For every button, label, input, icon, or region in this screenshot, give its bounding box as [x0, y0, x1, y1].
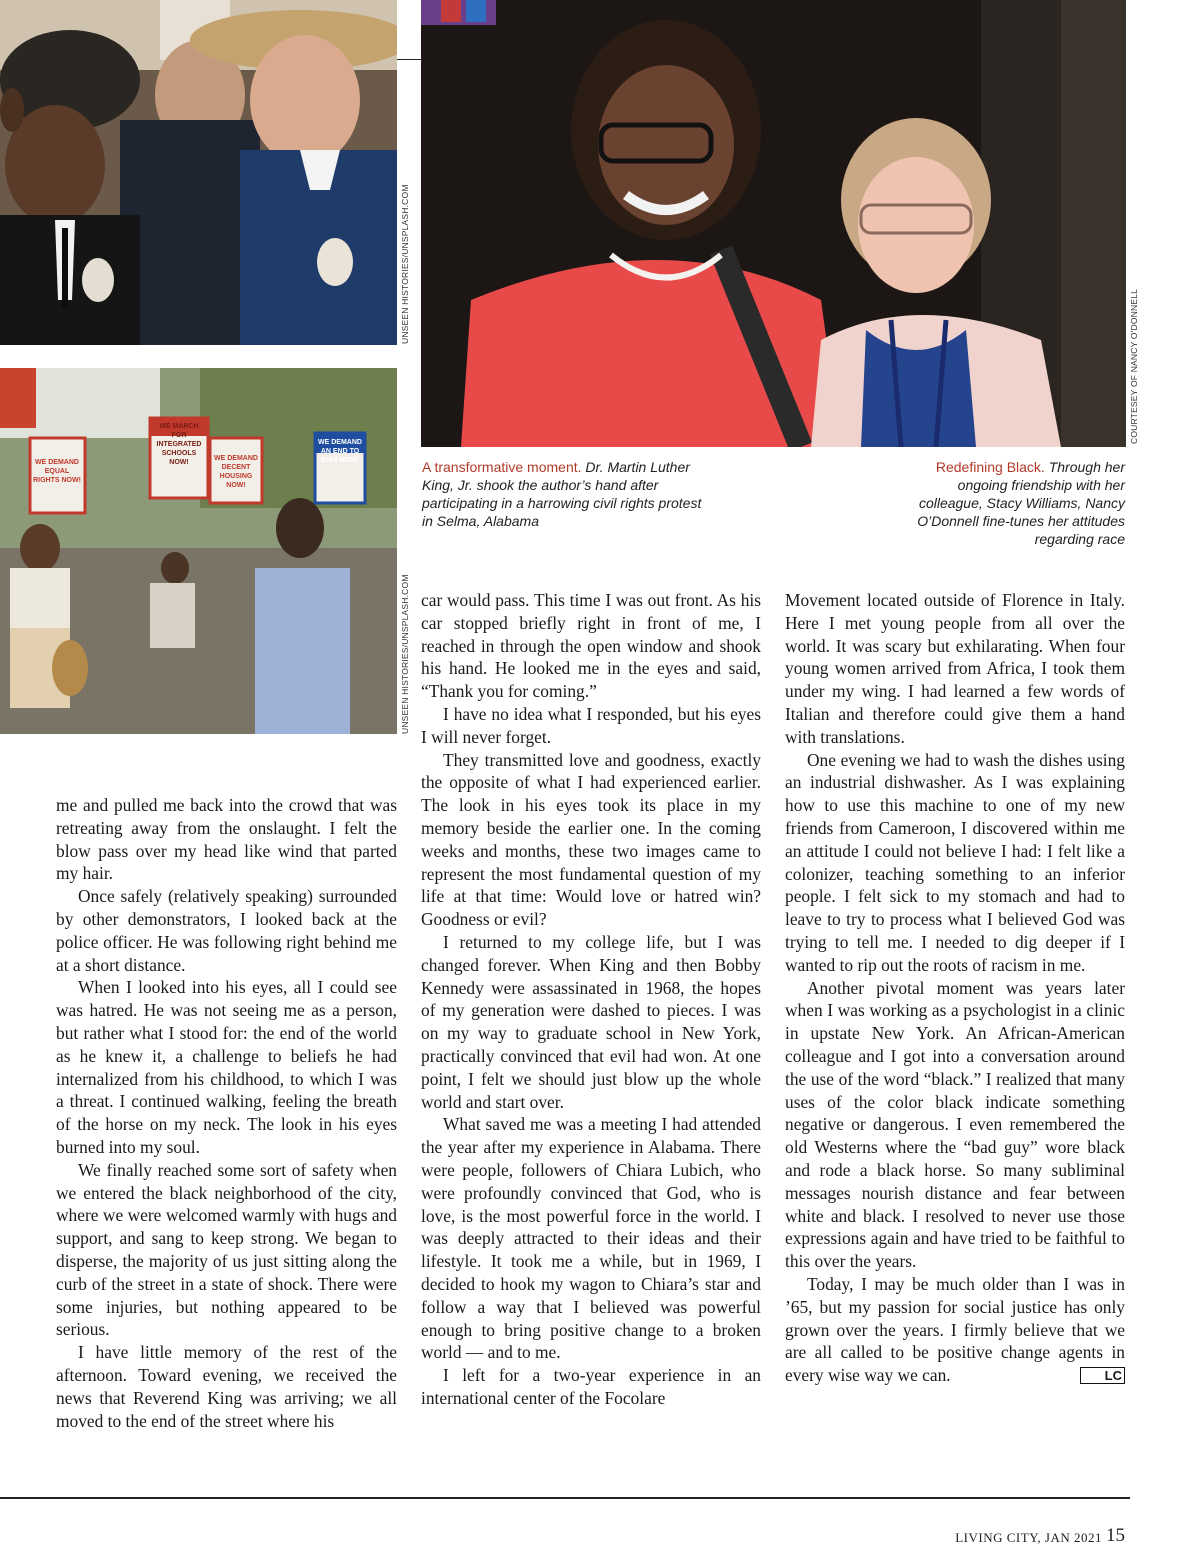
paragraph: I have little memory of the rest of the afternoon. Toward evening, we received the news that Reverend King was arriving; we all moved to the end of the street where his — [56, 1342, 397, 1431]
caption-body: Through her ongoing friendship with her colleague, Stacy Williams, Nancy O’Donnell fine-tunes her attitudes regarding race — [917, 459, 1125, 547]
photo-credit-march: UNSEEN HISTORIES/UNSPLASH.COM — [400, 574, 410, 734]
paragraph — [785, 1273, 1125, 1387]
photo-portrait-friends — [421, 0, 1126, 447]
article-column-3 — [785, 589, 1125, 1387]
photo-credit-portrait: COURTESEY OF NANCY O'DONNELL — [1129, 288, 1139, 444]
paragraph: I have no idea what I responded, but his eyes I will never forget. — [421, 703, 761, 747]
paragraph: When I looked into his eyes, all I could see was hatred. He was not seeing me as a person, but rather what I stood for: the end of the world as he knew it, a challenge to beliefs he had internalized from his childhood, to which I was a threat. I continued walking, feeling the breath of the horse on my neck. The look in his eyes burned into my soul. — [56, 977, 397, 1157]
paragraph: Another pivotal moment was years later when I was working as a psychologist in a clinic in upstate New York. An African-American colleague and I got into a conversation around the use of the word “black.” I realized that many uses of the color black indicate something negative or dangerous. I even remembered the old Westerns where the “bad guy” wore black and rode a black horse. So many subliminal messages nourish distance and fear between white and black. I resolved to never use those expressions again and have tried to be faithful to this over the years. — [785, 977, 1125, 1272]
paragraph: I returned to my college life, but I was changed forever. When King and then Bobby Kennedy were assassinated in 1968, the hopes of my generation were dashed to pieces. I was on my way to graduate school in New York, practically convinced that evil had won. At one point, I felt we should just blow up the whole world and start over. — [421, 931, 761, 1112]
issue-date: JAN 2021 — [1044, 1530, 1102, 1545]
divider-line — [397, 59, 421, 60]
article-column-2 — [421, 589, 761, 1410]
paragraph: me and pulled me back into the crowd that was retreating away from the onslaught. I felt the blow pass over my head like wind that parted my hair. — [56, 795, 397, 884]
paragraph: They transmitted love and goodness, exactly the opposite of what I had experienced earlier. The look in his eyes took its place in my memory beside the earlier one. In the coming weeks and months, these two images came to represent the most fundamental question of my life at that time: Would love or hatred win? Goodness or evil? — [421, 749, 761, 930]
caption-body: Dr. Martin Luther King, Jr. shook the author’s hand after participating in a harrowing civil rights protest in Selma, Alabama — [422, 459, 702, 529]
caption-lead: A transformative moment. — [422, 459, 582, 475]
sign-end-to-bias: WE DEMAND AN END TO BIAS NOW! — [318, 439, 362, 464]
caption-redefining-black — [905, 458, 1125, 548]
sign-equal-rights: WE DEMAND EQUAL RIGHTS NOW! — [33, 459, 81, 484]
paragraph: We finally reached some sort of safety when we entered the black neighborhood of the city, where we were welcomed warmly with hugs and support, and sang to keep strong. We began to disperse, the majority of us just sitting along the curb of the street in a state of shock. There were some injuries, but nothing appeared to be serious. — [56, 1159, 397, 1340]
paragraph: Movement located outside of Florence in Italy. Here I met young people from all over the world. It was scary but exhilarating. When four young women arrived from Africa, I took them under my wing. I had learned a few words of Italian and therefore could give them a hand with translations. — [785, 590, 1125, 747]
paragraph: I left for a two-year experience in an international center of the Focolare — [421, 1365, 761, 1408]
sign-integrated-schools: WE MARCH FOR INTEGRATED SCHOOLS NOW! — [156, 423, 202, 466]
sign-decent-housing: WE DEMAND DECENT HOUSING NOW! — [214, 455, 258, 489]
caption-lead: Redefining Black. — [935, 459, 1045, 475]
photo-civil-rights-march — [0, 368, 397, 734]
paragraph-text: Today, I may be much older than I was in ’65, but my passion for social justice has only grown over the years. I firmly believe that we are all called to be positive change agents in every wise way we can. — [785, 1273, 1125, 1386]
photo-mlk-march — [0, 0, 397, 345]
paragraph: Once safely (relatively speaking) surrounded by other demonstrators, I looked back at the police officer. He was following right behind me at a short distance. — [56, 886, 397, 975]
magazine-name: LIVING CITY, — [955, 1530, 1042, 1545]
photo-credit-mlk: UNSEEN HISTORIES/UNSPLASH.COM — [400, 184, 410, 344]
footer-folio — [955, 1530, 1102, 1546]
paragraph: One evening we had to wash the dishes using an industrial dishwasher. As I was explaining how to use this machine to one of my new friends from Cameroon, I discovered within me an attitude I could not believe I had: I felt like a colonizer, teaching something to an inferior people. I felt sick to my stomach and had to leave to try to process what I believed God was trying to tell me. I needed to dig deeper if I wanted to rip out the roots of racism in me. — [785, 749, 1125, 975]
paragraph: What saved me was a meeting I had attended the year after my experience in Alabama. There were people, followers of Chiara Lubich, who were profoundly convinced that God, who is love, is the most powerful force in the world. I was deeply attracted to their ideas and their lifestyle. It took me a while, but in 1969, I decided to hook my wagon to Chiara’s star and follow a way that I believed was powerful enough to bring positive change to a broken world — and to me. — [421, 1114, 761, 1363]
footer-rule — [0, 1497, 1130, 1499]
living-city-end-mark-icon: LC — [1080, 1367, 1125, 1384]
article-column-1 — [56, 794, 397, 1432]
page-number: 15 — [1106, 1525, 1125, 1546]
caption-transformative-moment — [422, 458, 712, 530]
paragraph: car would pass. This time I was out front. As his car stopped briefly right in front of me, I reached in through the open window and shook his hand. He looked me in the eyes and said, “Thank you for coming.” — [421, 590, 761, 702]
